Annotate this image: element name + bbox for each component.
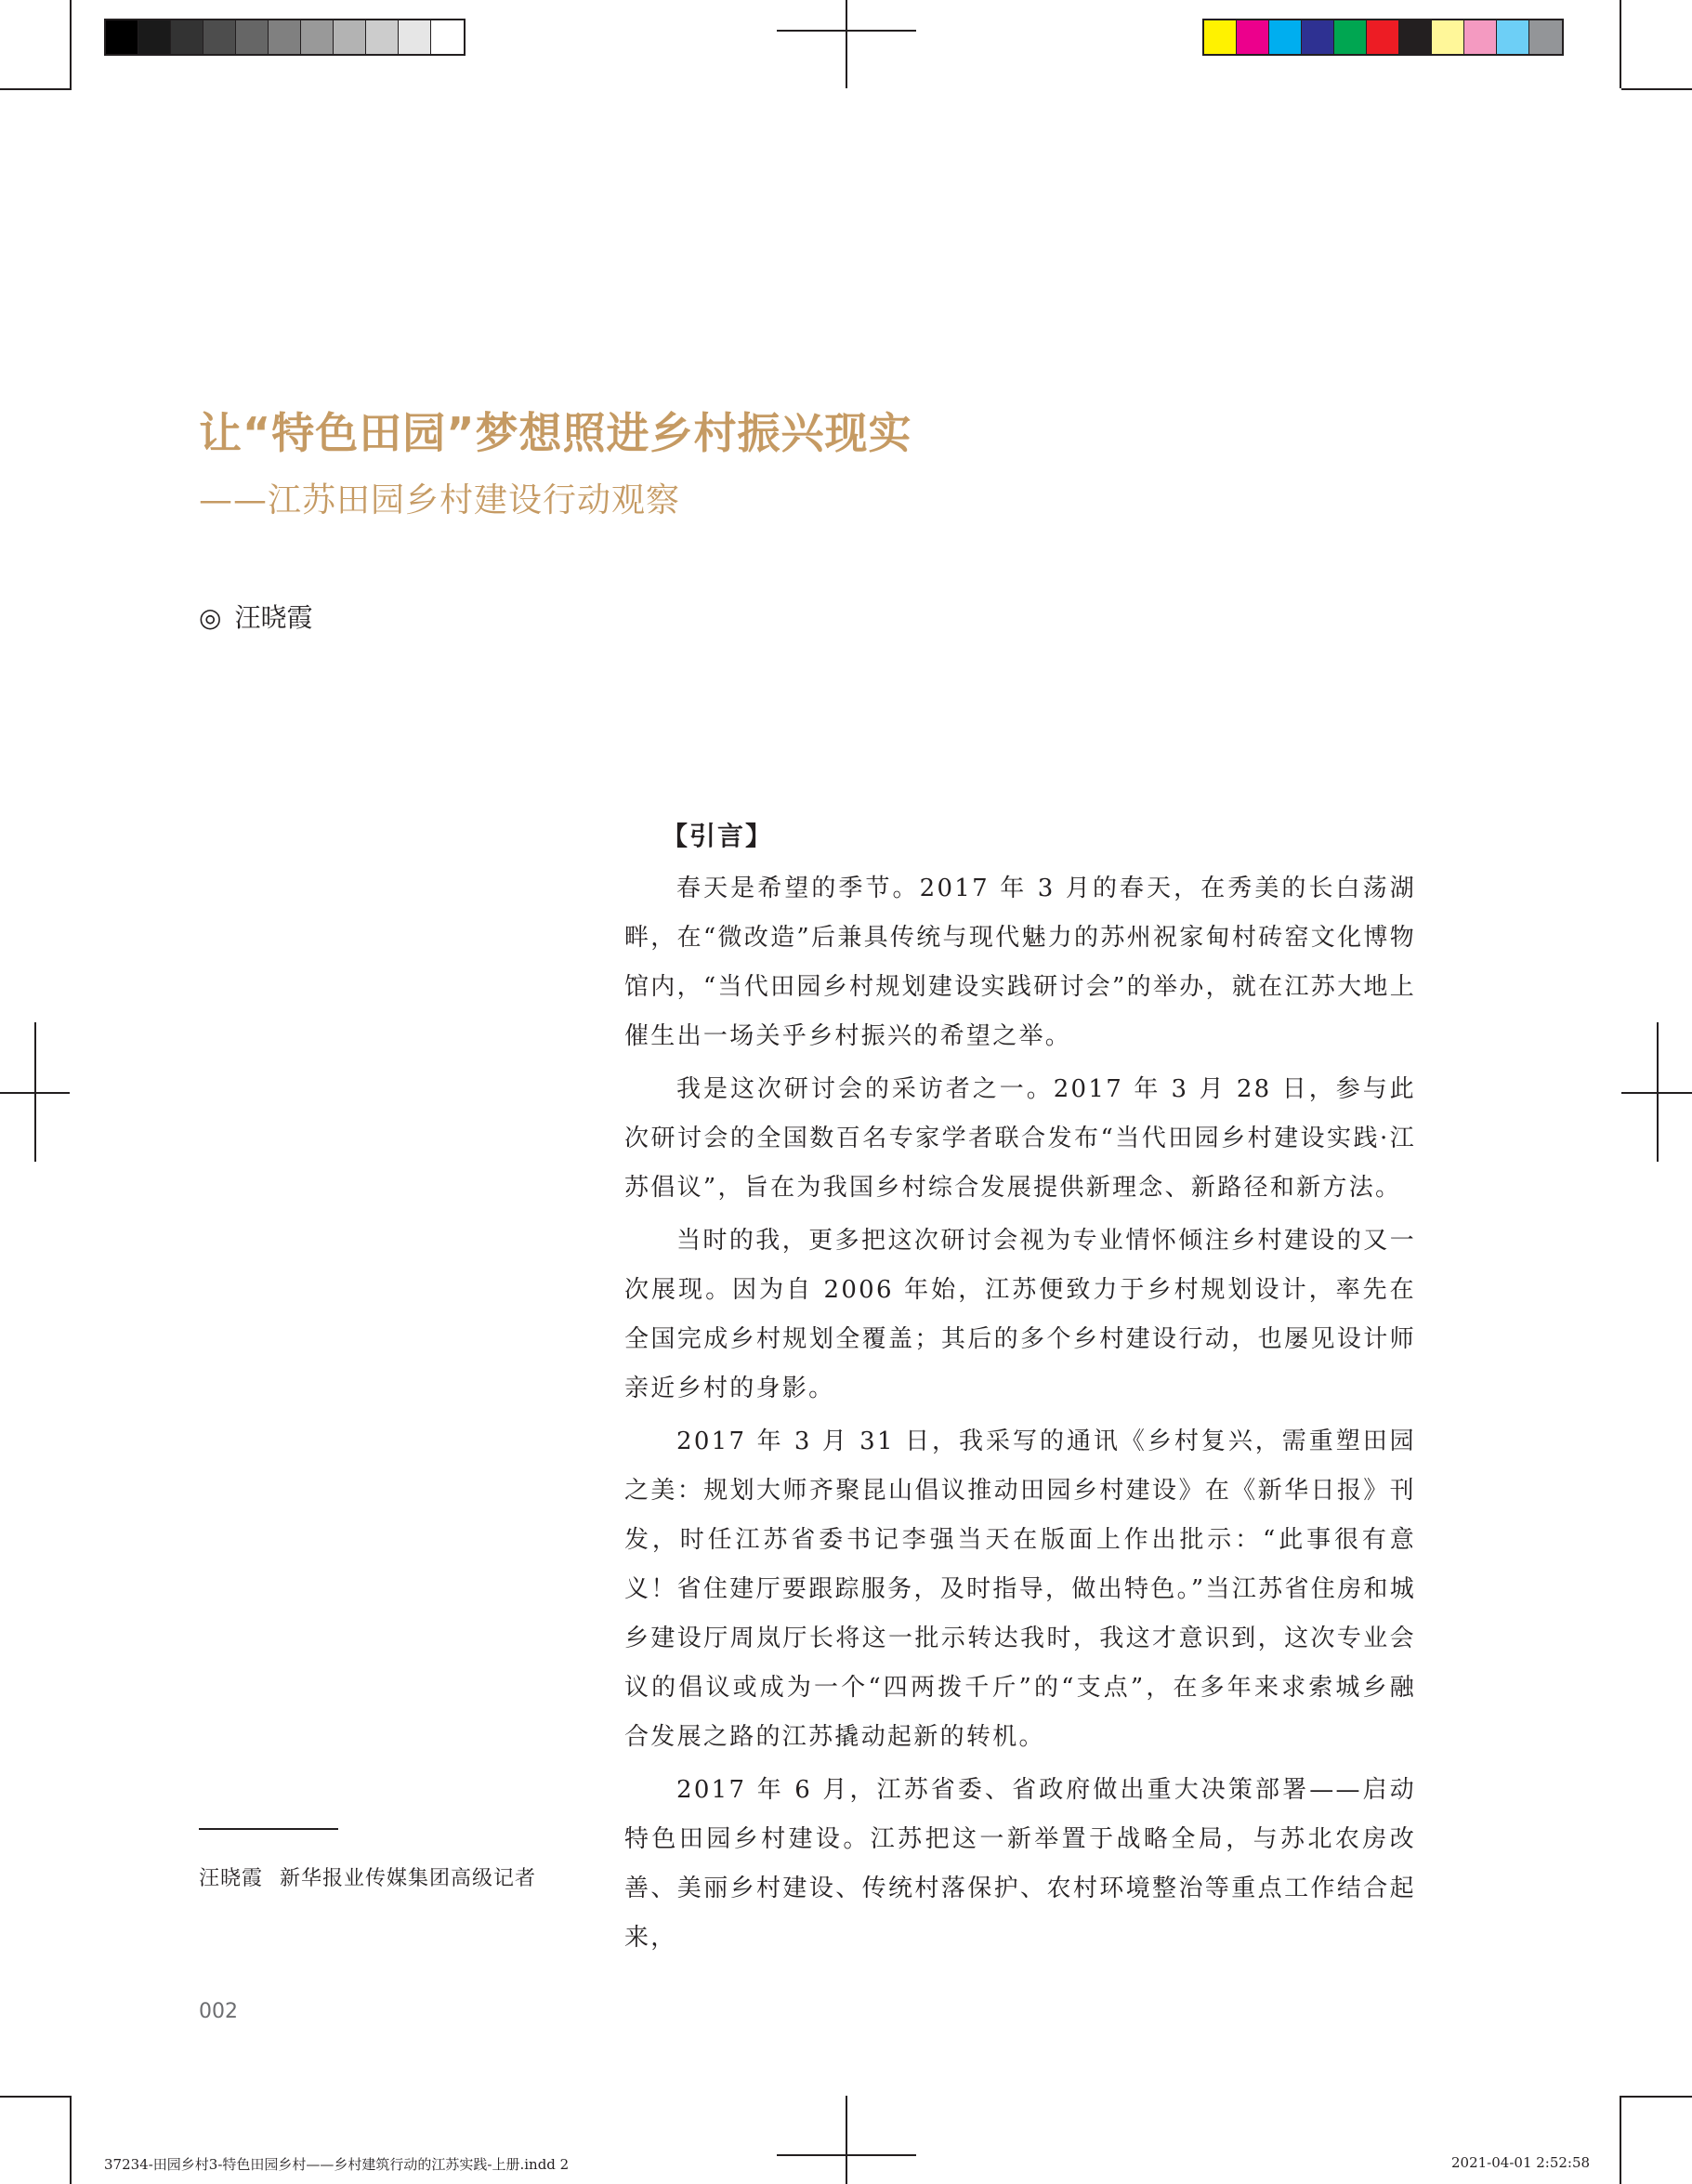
section-heading: 【引言】 — [662, 821, 774, 851]
color-swatch — [1367, 20, 1399, 54]
crop-mark — [0, 88, 72, 90]
color-swatch — [236, 20, 269, 54]
slug-filename: 37234-田园乡村3-特色田园乡村——乡村建筑行动的江苏实践-上册.indd 2 — [104, 2156, 570, 2173]
footnote-name: 汪晓霞 — [199, 1867, 264, 1890]
article-title: 让“特色田园”梦想照进乡村振兴现实 — [199, 408, 912, 458]
paragraph: 2017 年 6 月，江苏省委、省政府做出重大决策部署——启动特色田园乡村建设。江苏把这一新举置于战略全局，与苏北农房改善、美丽乡村建设、传统村落保护、农村环境整治等重点工作结合起来， — [624, 1776, 1416, 1952]
crop-mark — [1620, 2096, 1621, 2184]
color-swatch — [1302, 20, 1334, 54]
registration-mark — [1657, 1022, 1659, 1162]
color-swatch — [1432, 20, 1464, 54]
color-swatch — [269, 20, 301, 54]
color-swatch — [334, 20, 366, 54]
author-mark: ◎ — [199, 602, 222, 633]
color-swatch — [1464, 20, 1497, 54]
color-swatch — [203, 20, 236, 54]
crop-mark — [70, 2096, 72, 2184]
paragraph: 春天是希望的季节。2017 年 3 月的春天，在秀美的长白荡湖畔，在“微改造”后兼具传统与现代魅力的苏州祝家甸村砖窑文化博物馆内，“当代田园乡村规划建设实践研讨会”的举办，就在江苏大地上催生出一场关乎乡村振兴的希望之举。 — [624, 875, 1416, 1050]
author-name: 汪晓霞 — [234, 602, 313, 633]
page-number: 002 — [199, 2000, 238, 2023]
footnote-rule — [199, 1828, 338, 1830]
crop-mark — [1621, 2096, 1692, 2098]
paragraph: 2017 年 3 月 31 日，我采写的通讯《乡村复兴，需重塑田园之美：规划大师齐聚昆山倡议推动田园乡村建设》在《新华日报》刊发，时任江苏省委书记李强当天在版面上作出批示：“此事很有意义！省住建厅要跟踪服务，及时指导，做出特色。”当江苏省住房和城乡建设厅周岚厅长将这一批示转达我时，我这才意识到，这次专业会议的倡议或成为一个“四两拨千斤”的“支点”，在多年来求索城乡融合发展之路的江苏撬动起新的转机。 — [624, 1427, 1416, 1751]
color-swatch — [1334, 20, 1367, 54]
registration-mark — [34, 1022, 36, 1162]
grayscale-bar — [104, 19, 466, 56]
color-swatch — [1497, 20, 1529, 54]
registration-mark — [846, 0, 847, 88]
color-swatch — [1529, 20, 1562, 54]
paragraph: 我是这次研讨会的采访者之一。2017 年 3 月 28 日，参与此次研讨会的全国数百名专家学者联合发布“当代田园乡村建设实践·江苏倡议”，旨在为我国乡村综合发展提供新理念、新路径和新方法。 — [624, 1075, 1416, 1202]
color-swatch — [399, 20, 431, 54]
footnote-role: 新华报业传媒集团高级记者 — [280, 1867, 537, 1890]
color-swatch — [138, 20, 171, 54]
color-bar — [1202, 19, 1564, 56]
article-subtitle: ——江苏田园乡村建设行动观察 — [199, 481, 681, 520]
color-swatch — [1204, 20, 1237, 54]
color-swatch — [431, 20, 464, 54]
crop-mark — [0, 2096, 72, 2098]
color-swatch — [171, 20, 203, 54]
author-line — [199, 598, 312, 635]
registration-mark — [846, 2096, 847, 2184]
paragraph: 当时的我，更多把这次研讨会视为专业情怀倾注乡村建设的又一次展现。因为自 2006 年始，江苏便致力于乡村规划设计，率先在全国完成乡村规划全覆盖；其后的多个乡村建设行动，也屡见设计师亲近乡村的身影。 — [624, 1227, 1416, 1402]
color-swatch — [366, 20, 399, 54]
crop-mark — [1620, 0, 1621, 88]
body-column — [624, 818, 1416, 1967]
color-swatch — [1237, 20, 1269, 54]
slug-timestamp: 2021-04-01 2:52:58 — [1451, 2154, 1591, 2171]
color-swatch — [301, 20, 334, 54]
crop-mark — [70, 0, 72, 88]
color-swatch — [1269, 20, 1302, 54]
color-swatch — [1399, 20, 1432, 54]
author-footnote — [199, 1862, 536, 1891]
color-swatch — [106, 20, 138, 54]
crop-mark — [1621, 88, 1692, 90]
